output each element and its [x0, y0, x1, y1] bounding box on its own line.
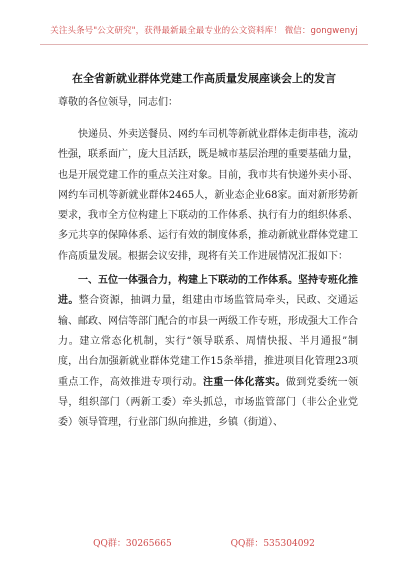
section-heading: 一、五位一体强合力，构建上下联动的工作体系。坚持专班化推进。: [58, 275, 358, 307]
footer-qq-group-2: QQ群：535304092: [230, 539, 315, 549]
section-body-1: 整合资源，抽调力量，组建由市场监管局牵头，民政、交通运输、邮政、网信等部门配合的市县一两级工作专班，形成强大工作合力。建立常态化机制，实行“领导联系、周情快报、半月通报”制度，出台加强新就业群体党建工作15条举措，推进项目化管理23项重点工作，高效推进专项行动。: [58, 295, 359, 388]
document-title: 在全省新就业群体党建工作高质量发展座谈会上的发言: [72, 72, 336, 85]
salutation: 尊敬的各位领导，同志们：: [58, 97, 178, 108]
section-body-2: 做到党委统一领导，组织部门（两新工委）牵头抓总，市场监管部门（非公企业党委）领导管理，行业部门纵向推进，乡镇（街道）、: [58, 376, 359, 429]
footer-qq-group-1: QQ群：30265665: [93, 539, 172, 549]
header-notice: 关注头条号"公文研究"，获得最新最全最专业的公文资料库！ 微信：gongwenyj: [50, 26, 358, 36]
header-divider: [40, 44, 368, 45]
paragraph-intro: 快递员、外卖送餐员、网约车司机等新就业群体走街串巷，流动性强，联系面广，庞大且活跃，既是城市基层治理的重要基础力量，也是开展党建工作的重点关注对象。目前，我市共有快递外卖小哥、网约车司机等新就业群体2465人，新业态企业68家。面对新形势新要求，我市全方位构建上下联动的工作体系、执行有力的组织体系、多元共享的保障体系、运行有效的制度体系，推动新就业群体党建工作高质量发展。根据会议安排，现将有关工作进展情况汇报如下：: [58, 129, 358, 262]
paragraph-section-one: [58, 271, 358, 433]
section-subheading: 注重一体化落实。: [203, 376, 286, 388]
document-body: [58, 93, 358, 437]
footer-contacts: [0, 536, 408, 549]
